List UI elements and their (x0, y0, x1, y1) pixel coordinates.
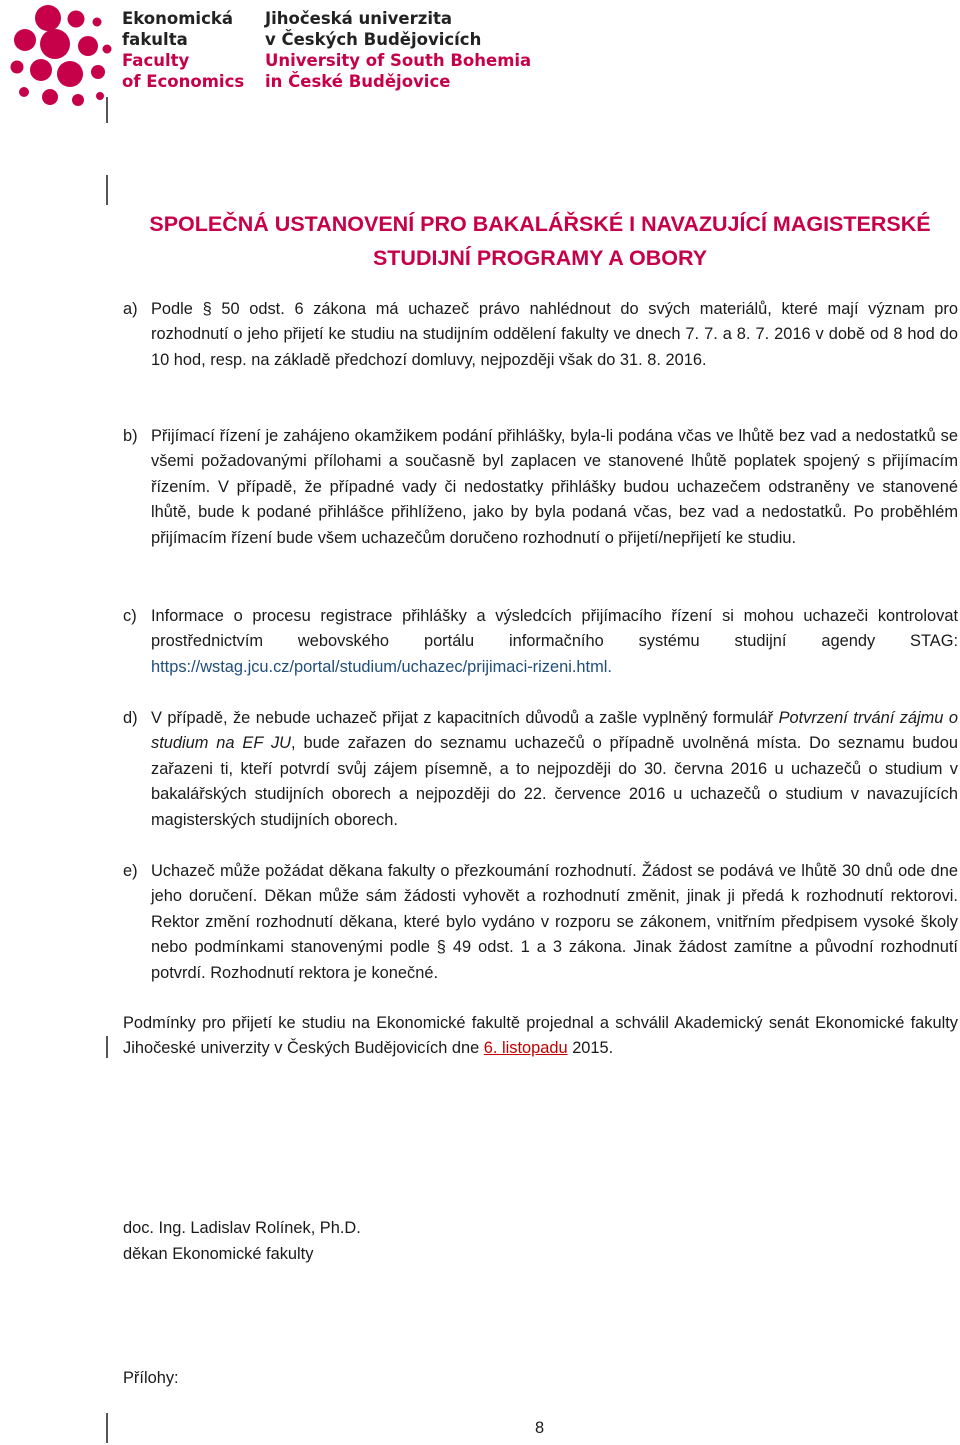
stag-portal-link[interactable]: https://wstag.jcu.cz/portal/studium/uchazec/prijimaci-rizeni.html. (151, 657, 612, 676)
list-item-label: a) (123, 300, 138, 318)
approval-text: Podmínky pro přijetí ke studiu na Ekonomické fakultě projednal a schválil Akademický senát Ekonomické fakulty Jihočeské univerzity v Českých Budějovicích dne (123, 1014, 958, 1058)
approval-paragraph (123, 1011, 958, 1062)
attachments-label: Přílohy: (123, 1369, 179, 1387)
university-name-en-1: University of South Bohemia (265, 51, 532, 70)
faculty-name-en-2: of Economics (122, 72, 245, 91)
list-item-e (123, 859, 958, 986)
list-item-text (151, 706, 958, 833)
signature-name: doc. Ing. Ladislav Rolínek, Ph.D. (123, 1219, 361, 1237)
faculty-logo-icon (8, 4, 114, 110)
list-item-label: e) (123, 862, 138, 880)
university-name-cz-1: Jihočeská univerzita (265, 9, 453, 28)
list-item-b (123, 424, 958, 551)
faculty-name-cz-2: fakulta (122, 30, 188, 49)
list-item-label: d) (123, 709, 138, 727)
form-name-italic: Potvrzení trvání zájmu o studium na EF JU (151, 709, 958, 753)
signature-block (123, 1215, 361, 1267)
university-name-en-2: in České Budějovice (265, 72, 451, 91)
faculty-name-cz-1: Ekonomická (122, 9, 233, 28)
list-item-text (151, 604, 958, 680)
change-bar (106, 1036, 108, 1058)
list-item-text: Přijímací řízení je zahájeno okamžikem podání přihlášky, byla-li podána včas ve lhůtě bez vad a nedostatků se všemi požadovanými přílohami a současně byl zaplacen ve stanovené lhůtě poplatek spojený s přijímacím řízením. V případě, že případné vady či nedostatky přihlášky budou uchazečem odstraněny ve stanovené lhůtě, bude k podané přihlášce přihlíženo, jako by byla podaná včas, bez vad a nedostatků. Po proběhlém přijímacím řízení bude všem uchazečům doručeno rozhodnutí o přijetí/nepřijetí ke studiu. (151, 427, 958, 547)
list-item-text-main: Informace o procesu registrace přihlášky a výsledcích přijímacího řízení si mohou uchazeči kontrolovat prostřednictvím webovského portálu informačního systému studijní agendy STAG: (151, 607, 958, 651)
list-item-text: Podle § 50 odst. 6 zákona má uchazeč právo nahlédnout do svých materiálů, které mají význam pro rozhodnutí o jeho přijetí ke studiu na studijním oddělení fakulty ve dnech 7. 7. a 8. 7. 2016 v době od 8 hod do 10 hod, resp. na základě předchozí domluvy, nejpozději však do 31. 8. 2016. (151, 300, 958, 369)
page-number: 8 (535, 1419, 545, 1437)
signature-role: děkan Ekonomické fakulty (123, 1245, 314, 1263)
university-name-cz-2: v Českých Budějovicích (265, 30, 482, 49)
list-item-text-before: V případě, že nebude uchazeč přijat z kapacitních důvodů a zašle vyplněný formulář (151, 709, 774, 727)
approval-year: 2015. (572, 1039, 614, 1058)
change-bar (106, 1413, 108, 1443)
list-item-text-after: , bude zařazen do seznamu uchazečů o případně uvolněná místa. Do seznamu budou zařazeni ti, kteří potvrdí svůj zájem písemně, a to nejpozději do 30. června 2016 u uchazečů o studium v bakalářských studijních oborech a nejpozději do 22. července 2016 u uchazečů o studium v navazujících magisterských studijních oborech. (151, 734, 958, 829)
change-bar (106, 175, 108, 205)
approval-date-link[interactable]: 6. listopadu (483, 1039, 568, 1058)
list-item-label: b) (123, 427, 138, 445)
list-item-c (123, 604, 958, 680)
change-bar (106, 97, 108, 123)
faculty-name (122, 8, 244, 92)
list-item-d (123, 706, 958, 833)
section-title-line: SPOLEČNÁ USTANOVENÍ PRO BAKALÁŘSKÉ I NAVAZUJÍCÍ MAGISTERSKÉ (149, 212, 931, 236)
list-item-text: Uchazeč může požádat děkana fakulty o přezkoumání rozhodnutí. Žádost se podává ve lhůtě 30 dnů ode dne jeho doručení. Děkan může sám žádosti vyhovět a rozhodnutí změnit, jinak ji předá k rozhodnutí rektorovi. Rektor změní rozhodnutí děkana, které bylo vydáno v rozporu se zákonem, vnitřním předpisem vysoké školy nebo podmínkami stanovenými podle § 49 odst. 1 a 3 zákona. Jinak žádost zamítne a původní rozhodnutí potvrdí. Rozhodnutí rektora je konečné. (151, 862, 958, 982)
section-title-line: STUDIJNÍ PROGRAMY A OBORY (372, 246, 708, 270)
list-item-a (123, 297, 958, 373)
university-name (265, 8, 531, 92)
faculty-name-en-1: Faculty (122, 51, 190, 70)
list-item-label: c) (123, 607, 137, 625)
section-title (100, 207, 960, 275)
